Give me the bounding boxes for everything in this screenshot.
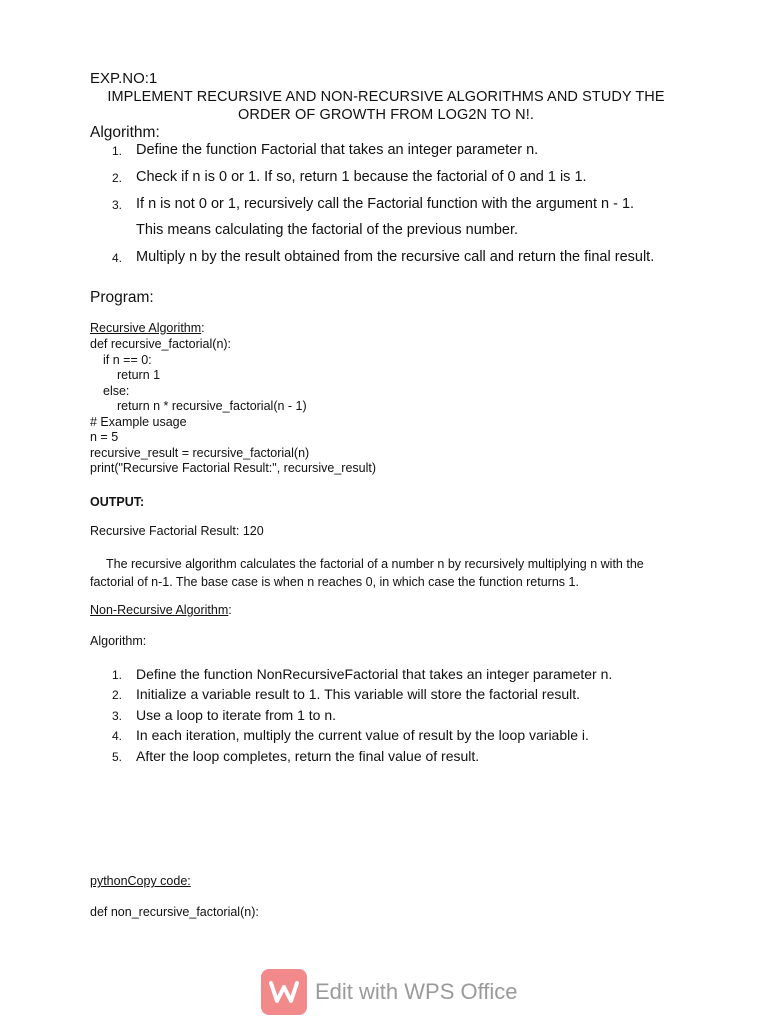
output-heading: OUTPUT: [90, 495, 145, 509]
code-line: print("Recursive Factorial Result:", recursive_result) [90, 461, 377, 475]
step-number: 3. [112, 709, 123, 723]
experiment-number: EXP.NO:1 [90, 70, 158, 87]
recursive-algorithm-colon: : [201, 321, 205, 335]
step-number: 4. [112, 251, 123, 265]
wps-logo-icon [261, 969, 307, 1015]
step-text: Define the function Factorial that takes an integer parameter n. [136, 142, 539, 158]
recursive-algorithm-label: Recursive Algorithm [90, 321, 202, 335]
non-recursive-def-line: def non_recursive_factorial(n): [90, 905, 259, 919]
step-number: 5. [112, 750, 123, 764]
non-recursive-label: Non-Recursive Algorithm [90, 603, 229, 617]
non-recursive-colon: : [228, 603, 232, 617]
step-text: In each iteration, multiply the current value of result by the loop variable i. [136, 727, 589, 743]
step-text: If n is not 0 or 1, recursively call the Factorial function with the argument n - 1. [136, 196, 635, 212]
document-title-line-1: IMPLEMENT RECURSIVE AND NON-RECURSIVE ALGORITHMS AND STUDY THE [107, 89, 665, 105]
code-line: # Example usage [90, 415, 187, 429]
step-text: Initialize a variable result to 1. This variable will store the factorial result. [136, 686, 581, 702]
step-text: Use a loop to iterate from 1 to n. [136, 707, 336, 723]
algorithm-heading: Algorithm: [90, 124, 160, 141]
python-copy-code-label: pythonCopy code: [90, 874, 191, 888]
output-result: Recursive Factorial Result: 120 [90, 524, 264, 538]
step-number: 1. [112, 668, 123, 682]
code-line: else: [103, 384, 130, 398]
wps-watermark-text: Edit with WPS Office [315, 979, 518, 1004]
step-text: Check if n is 0 or 1. If so, return 1 because the factorial of 0 and 1 is 1. [136, 169, 587, 185]
step-text: Multiply n by the result obtained from the recursive call and return the final result. [136, 249, 655, 265]
code-line: n = 5 [90, 430, 119, 444]
code-line: return n * recursive_factorial(n - 1) [117, 399, 307, 413]
non-recursive-subheading [90, 603, 232, 617]
non-recursive-algorithm-heading: Algorithm: [90, 634, 147, 648]
step-text: After the loop completes, return the final value of result. [136, 748, 480, 764]
step-number: 2. [112, 688, 123, 702]
step-text: Define the function NonRecursiveFactorial that takes an integer parameter n. [136, 666, 613, 682]
recursive-algorithm-subheading [90, 321, 205, 335]
step-number: 3. [112, 198, 123, 212]
wps-watermark[interactable] [261, 969, 523, 1017]
step-3-continuation: This means calculating the factorial of the previous number. [136, 222, 519, 238]
step-number: 1. [112, 144, 123, 158]
code-line: return 1 [117, 368, 161, 382]
document-title-line-2: ORDER OF GROWTH FROM LOG2N TO N!. [238, 107, 534, 123]
program-heading: Program: [90, 289, 154, 306]
step-number: 4. [112, 729, 123, 743]
step-number: 2. [112, 171, 123, 185]
output-explanation: The recursive algorithm calculates the factorial of a number n by recursively multiplying n with the factorial of n-1. The base case is when n reaches 0, in which case the function returns 1. [90, 557, 644, 589]
code-line: def recursive_factorial(n): [90, 337, 232, 351]
code-line: if n == 0: [103, 353, 152, 367]
code-line: recursive_result = recursive_factorial(n) [90, 446, 310, 460]
